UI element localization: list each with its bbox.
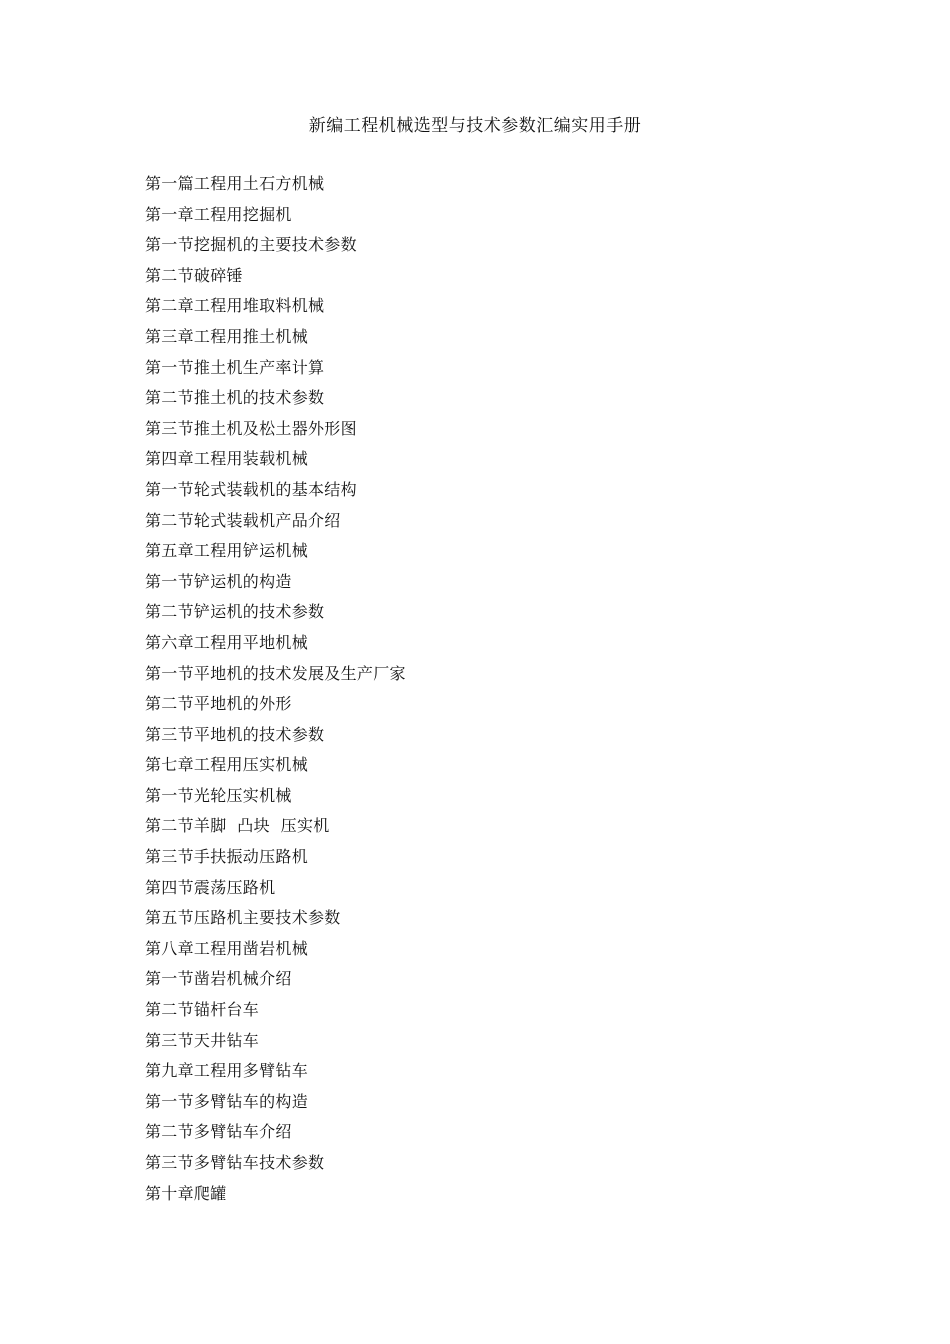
toc-entry: 第二节羊脚 凸块 压实机 xyxy=(145,816,330,836)
toc-entry: 第二节锚杆台车 xyxy=(145,1000,260,1020)
toc-entry: 第一节平地机的技术发展及生产厂家 xyxy=(145,663,406,683)
toc-entry: 第一节光轮压实机械 xyxy=(145,785,292,805)
toc-entry: 第五章工程用铲运机械 xyxy=(145,541,309,561)
toc-entry: 第二节推土机的技术参数 xyxy=(145,388,325,408)
toc-entry: 第一篇工程用土石方机械 xyxy=(145,174,325,193)
toc-entry: 第一节挖掘机的主要技术参数 xyxy=(145,235,357,255)
toc-entry: 第七章工程用压实机械 xyxy=(145,755,309,775)
toc-entry: 第一节推土机生产率计算 xyxy=(145,357,325,377)
toc-entry: 第三节多臂钻车技术参数 xyxy=(145,1153,325,1172)
toc-entry: 第六章工程用平地机械 xyxy=(145,632,309,652)
table-of-contents xyxy=(145,169,406,1209)
toc-entry: 第二节破碎锤 xyxy=(145,265,243,285)
toc-entry: 第二节平地机的外形 xyxy=(145,694,292,714)
toc-entry: 第一节凿岩机械介绍 xyxy=(145,969,292,989)
toc-entry: 第一章工程用挖掘机 xyxy=(145,204,292,224)
toc-entry: 第一节铲运机的构造 xyxy=(145,571,292,591)
document-title: 新编工程机械选型与技术参数汇编实用手册 xyxy=(308,116,642,136)
toc-entry: 第一节轮式装载机的基本结构 xyxy=(145,479,357,499)
toc-entry: 第十章爬罐 xyxy=(145,1183,227,1203)
toc-entry: 第二节铲运机的技术参数 xyxy=(145,602,325,622)
toc-entry: 第三节手扶振动压路机 xyxy=(145,847,309,867)
toc-entry: 第五节压路机主要技术参数 xyxy=(145,908,341,928)
toc-entry: 第三节平地机的技术参数 xyxy=(145,724,325,744)
toc-entry: 第一节多臂钻车的构造 xyxy=(145,1091,309,1111)
toc-entry: 第八章工程用凿岩机械 xyxy=(145,938,309,958)
toc-entry: 第二章工程用堆取料机械 xyxy=(145,296,325,316)
toc-entry: 第二节多臂钻车介绍 xyxy=(145,1122,292,1142)
toc-entry: 第三章工程用推土机械 xyxy=(145,326,309,346)
toc-entry: 第九章工程用多臂钻车 xyxy=(145,1061,309,1081)
toc-entry: 第四节震荡压路机 xyxy=(145,877,276,897)
toc-entry: 第二节轮式装载机产品介绍 xyxy=(145,510,341,530)
toc-entry: 第三节天井钻车 xyxy=(145,1030,260,1050)
toc-entry: 第三节推土机及松土器外形图 xyxy=(145,418,357,438)
toc-entry: 第四章工程用装载机械 xyxy=(145,449,309,469)
